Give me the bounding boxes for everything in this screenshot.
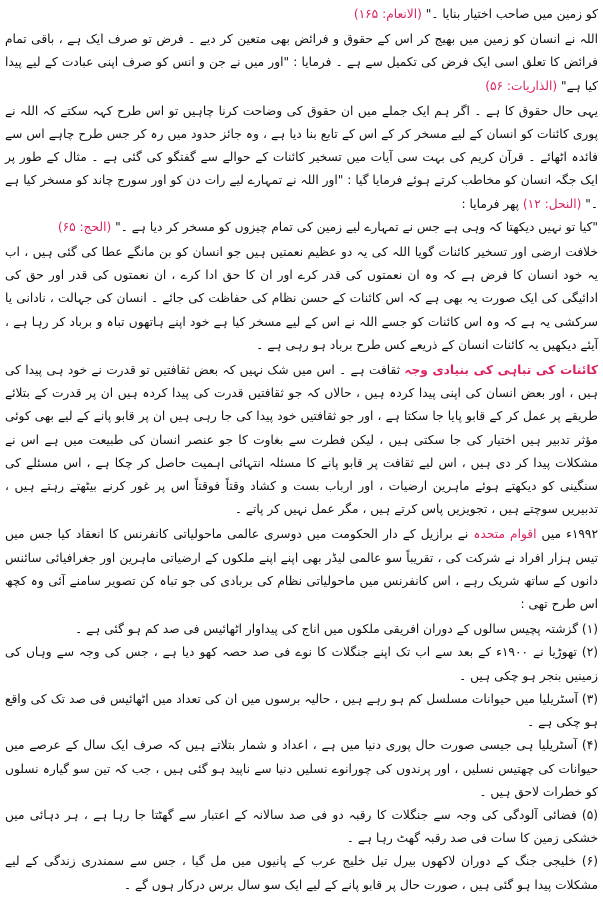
paragraph-7: ۱۹۹۲ء میں اقوام متحدہ نے برازیل کے دار الحکومت میں دوسری عالمی ماحولیاتی کانفرنس کا انعقاد کیا جس میں تیس ہزار افراد نے شرکت کی ، تقریباً سو عالمی لیڈر بھی اپنے اپنے ملکوں کے ارضیاتی ماہرین اور جغرافیائی سائنس دانوں کے ساتھ شریک رہے ، اس کانفرنس میں ماحولیاتی نظام کی بربادی کی جو تباہ کن تصویر سامنے آئی وہ کچھ اس طرح تھی :	[5, 527, 598, 612]
paragraph-1: کو زمین میں صاحب اختیار بنایا ۔" (الانعام: ۱۶۵)	[353, 7, 598, 21]
quran-reference: (النحل: ۱۲)	[522, 196, 586, 211]
list-item: (۴) آسٹریلیا ہی جیسی صورت حال پوری دنیا میں ہے ، اعداد و شمار بتلاتے ہیں کہ صرف ایک سال کے عرصے میں حیوانات کی چھتیس نسلیں ، اور پرندوں کی چورانوے نسلیں دنیا سے ناپید ہو گئی ہیں ، جب کہ تین سو گیارہ نسلوں کو خطرات لاحق ہیں ۔	[5, 738, 598, 799]
paragraph-5: خلافت ارضی اور تسخیر کائنات گویا اللہ کی یہ دو عظیم نعمتیں ہیں جو انسان کو بن مانگے عطا کی گئی ہیں ، اب یہ خود انسان کا فرض ہے کہ وہ ان نعمتوں کی قدر کرے اور ان کا حق ادا کرے ، ان نعمتوں کی قدر اور حق کی ادائیگی کی ایک صورت یہ بھی ہے کہ اس کائنات کے حسن نظام کی حفاظت کی جائے ۔ انسان کی جہالت ، نادانی یا سرکشی یہ ہے کہ وہ اس کائنات کو جسے اللہ نے اس کے لیے مسخر کیا ہے خود اپنے ہاتھوں تباہ و برباد کر رہا ہے ، آیئے دیکھیں یہ کائنات انسان کے ذریعے کس طرح برباد ہو رہی ہے ۔	[5, 245, 598, 352]
list-item: (۶) خلیجی جنگ کے دوران لاکھوں بیرل تیل خلیج عرب کے پانیوں میں مل گیا ، جس سے سمندری زندگی کے لیے مشکلات پیدا ہو گئی ہیں ، صورت حال پر قابو پانے کے لیے ایک سو سال برس درکار ہوں گے ۔	[5, 854, 598, 892]
section-heading: کائنات کی تباہی کی بنیادی وجہ	[404, 363, 598, 378]
list-item: (۳) آسٹریلیا میں حیوانات مسلسل کم ہو رہے ہیں ، حالیہ برسوں میں ان کی تعداد میں اٹھائیس فی صد تک کی واقع ہو چکی ہے ۔	[5, 691, 598, 730]
paragraph-2: اللہ نے انسان کو زمین میں بھیج کر اس کے حقوق و فرائض بھی متعین کر دیے ۔ فرض تو صرف ایک ہے ، باقی تمام فرائض کا تعلق اسی ایک فرض کی تکمیل سے ہے ۔ فرمایا : "اور میں نے جن و انس کو صرف اپنی عبادت کے لیے پیدا کیا ہے" (الذاریات: ۵۶)	[5, 32, 598, 93]
paragraph-6: کائنات کی تباہی کی بنیادی وجہ ثقافت ہے ۔ اس میں شک نہیں کہ بعض ثقافتیں تو قدرت نے خود ہی پیدا کی ہیں ، اور بعض انسان کی اپنی پیدا کردہ ہیں ، حالاں کہ جو ثقافتیں قدرت کی پیدا کردہ ہیں ان پر قدرت کے بتلائے طریقے پر عمل کر کے قابو پایا جا سکتا ہے ، اور جو ثقافتیں خود پیدا کی جا رہی ہیں ان پر قابو پانے کے لیے بھی کوئی مؤثر تدبیر ہیں اختیار کی جا سکتی ہیں ، لیکن فطرت سے بغاوت کا جو عنصر انسان کی طبیعت میں ہے اس نے مشکلات پیدا کر دی ہیں ، اس لیے ثقافت پر قابو پانے کا مسئلہ انتہائی اہمیت حاصل کر چکا ہے ، اس مسئلے کی سنگینی کو دیکھتے ہوئے ماہرین ارضیات ، اور ارباب بست و کشاد وقتاً فوقتاً اس پر غور کرنے بیٹھتے رہتے ہیں ، تدبیریں سوچتے ہیں ، تجویزیں پاس کرتے ہیں ، مگر عمل نہیں کر پاتے ۔	[5, 363, 598, 517]
quran-reference: (الانعام: ۱۶۵)	[353, 7, 426, 21]
paragraph-4-quote: "کیا تو نہیں دیکھتا کہ وہی ہے جس نے تمہارے لیے زمین کی تمام چیزوں کو مسخر کر دیا ہے ۔" (الحج: ۶۵)	[57, 219, 598, 234]
list-item: (۲) تھوڑیا نے ۱۹۰۰ء کے بعد سے اب تک اپنے جنگلات کا نوے فی صد حصہ کھو دیا ہے ، جس کی وجہ سے وہاں کی زمینیں بنجر ہو چکی ہیں ۔	[5, 645, 598, 683]
list-item: (۱) گزشتہ پچیس سالوں کے دوران افریقی ملکوں میں اناج کی پیداوار اٹھائیس فی صد کم ہو گئی ہے ۔	[75, 622, 598, 637]
highlighted-term: اقوام متحدہ	[473, 527, 537, 542]
quran-reference: (الحج: ۶۵)	[57, 219, 116, 234]
list-item: (۵) فضائی آلودگی کی وجہ سے جنگلات کا رقبہ دو فی صد سالانہ کے اعتبار سے گھٹتا جا رہا ہے ، ہر دہائی میں خشکی زمین کا سات فی صد رقبہ گھٹ رہا ہے ۔	[5, 807, 598, 846]
paragraph-3: یہی حال حقوق کا ہے ۔ اگر ہم ایک جملے میں ان حقوق کی وضاحت کرنا چاہیں تو اس طرح کہہ سکتے کہ اللہ نے پوری کائنات کو انسان کے لیے مسخر کر کے اس کے تابع بنا دیا ہے ، وہ جائز حدود میں رہ کر جس طرح چاہے اس سے فائدہ اٹھائے ۔ قرآن کریم کی بہت سی آیات میں تسخیر کائنات کے حوالے سے گفتگو کی گئی ہے ۔ مثال کے طور پر ایک جگہ انسان کو مخاطب کرتے ہوئے فرمایا گیا : "اور اللہ نے تمہارے لیے رات دن کو اور سورج چاند کو مسخر کیا ہے ۔" (النحل: ۱۲) پھر فرمایا :	[5, 103, 598, 211]
quran-reference: (الذاریات: ۵۶)	[485, 78, 562, 93]
